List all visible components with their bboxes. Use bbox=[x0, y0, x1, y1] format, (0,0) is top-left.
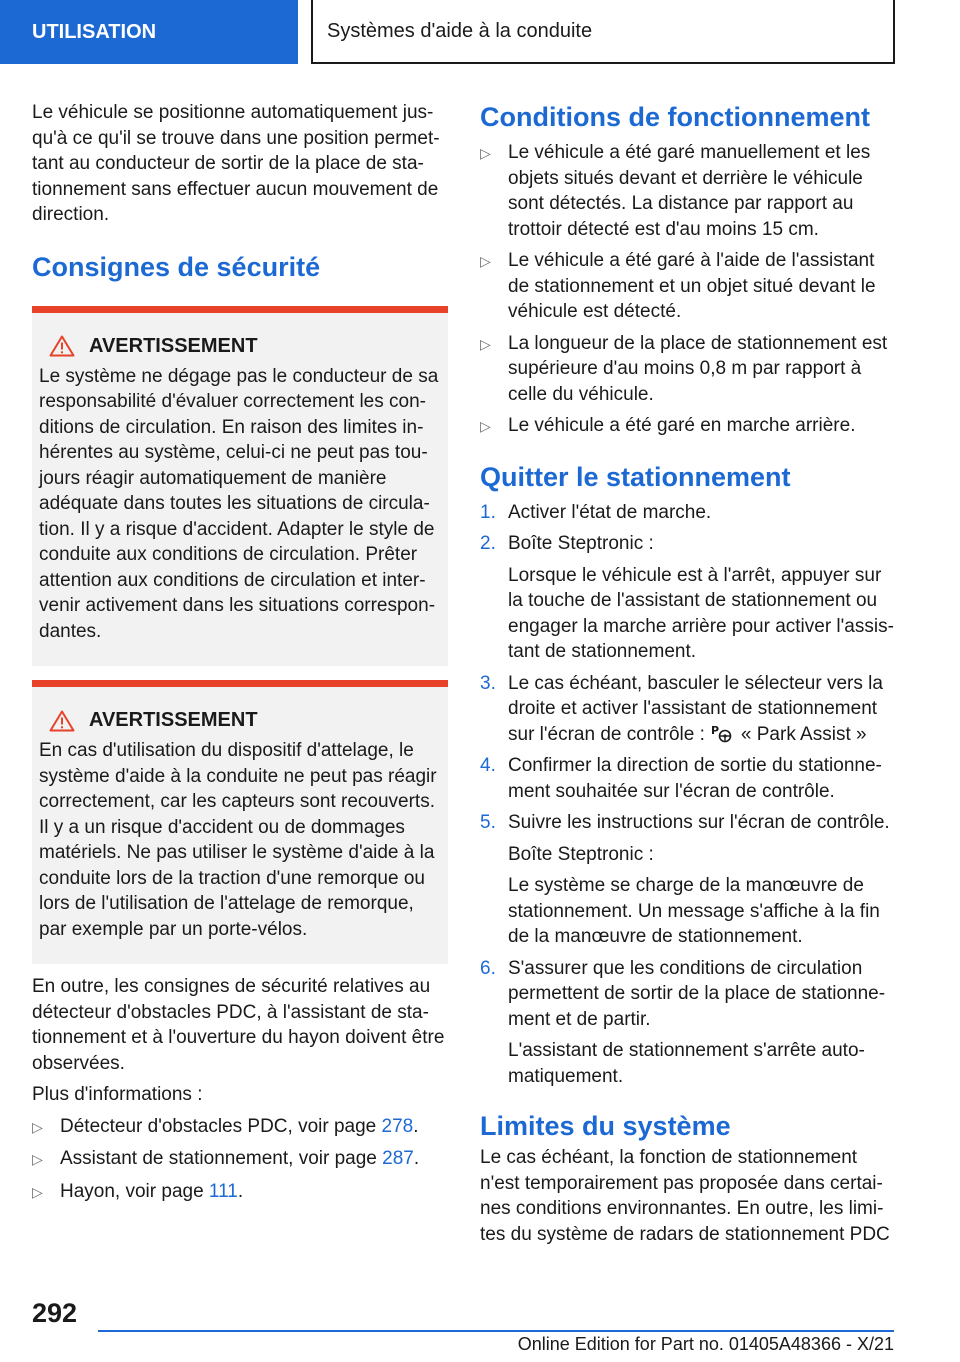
step-item bbox=[480, 956, 900, 1090]
ref-end: . bbox=[413, 1148, 420, 1169]
triangle-bullet-icon: ▷ bbox=[480, 253, 491, 269]
list-item bbox=[480, 248, 900, 325]
warning-header bbox=[39, 709, 440, 732]
intro-paragraph: Le véhicule se positionne automatiquement jus-qu'à ce qu'il se trouve dans une position permet-tant au conducteur de sortir de la place de sta-tionnement sans effectuer aucun mouvement de direction. bbox=[32, 102, 440, 225]
park-assist-label: « Park Assist » bbox=[740, 723, 867, 745]
warning-triangle-icon bbox=[49, 335, 75, 357]
conditions-heading: Conditions de fonctionnement bbox=[480, 102, 870, 132]
step-number: 1. bbox=[480, 501, 496, 523]
warning-label: AVERTISSEMENT bbox=[89, 709, 258, 731]
step-item bbox=[480, 500, 900, 526]
footer-rule bbox=[98, 1330, 894, 1332]
condition-text: Le véhicule a été garé manuellement et les objets situés devant et derrière le véhicule sont détectés. La distance par rapport au trottoir détecté est d'au moins 15 cm. bbox=[508, 142, 871, 240]
park-assist-icon bbox=[709, 723, 735, 743]
step-number: 3. bbox=[480, 672, 496, 694]
warning-box-1 bbox=[32, 306, 448, 667]
conditions-list bbox=[480, 140, 900, 440]
steps-list bbox=[480, 500, 900, 1090]
step-subtext: Boîte Steptronic : bbox=[508, 843, 654, 865]
triangle-bullet-icon: ▷ bbox=[32, 1183, 43, 1200]
list-item bbox=[480, 413, 900, 440]
page-number: 292 bbox=[32, 1298, 78, 1328]
chapter-title: Systèmes d'aide à la conduite bbox=[327, 19, 593, 42]
step-number: 5. bbox=[480, 812, 496, 833]
chapter-header bbox=[311, 0, 895, 64]
right-column bbox=[480, 100, 900, 1247]
ref-text: Hayon, voir page bbox=[60, 1180, 209, 1202]
step-subtext: Lorsque le véhicule est à l'arrêt, appuyer sur la touche de l'assistant de stationnement ou engager la marche arrière pour activer l'assis-tant de stationnement. bbox=[508, 564, 894, 662]
step-number: 6. bbox=[480, 957, 496, 979]
triangle-bullet-icon: ▷ bbox=[480, 335, 491, 352]
step-text: Boîte Steptronic : bbox=[508, 533, 654, 554]
page-link[interactable]: 287 bbox=[382, 1148, 414, 1169]
condition-text: Le véhicule a été garé à l'aide de l'assistant de stationnement et un objet situé devant le véhicule est détecté. bbox=[508, 250, 876, 322]
step-text: Activer l'état de marche. bbox=[508, 501, 712, 523]
step-text: Le cas échéant, basculer le sélecteur vers la droite et activer l'assistant de stationnement sur l'écran de contrôle : bbox=[508, 672, 883, 745]
step-number: 4. bbox=[480, 755, 496, 776]
step-subtext: L'assistant de stationnement s'arrête auto-matiquement. bbox=[508, 1040, 865, 1087]
warning-triangle-icon bbox=[49, 710, 75, 732]
triangle-bullet-icon: ▷ bbox=[32, 1151, 43, 1167]
step-number: 2. bbox=[480, 533, 496, 554]
list-item bbox=[32, 1179, 448, 1206]
additional-safety: En outre, les consignes de sécurité relatives au détecteur d'obstacles PDC, à l'assistant de sta-tionnement et à l'ouverture du hayon doivent être observées. bbox=[32, 976, 445, 1074]
triangle-bullet-icon: ▷ bbox=[480, 145, 491, 161]
reference-list bbox=[32, 1114, 448, 1206]
step-text: S'assurer que les conditions de circulation permettent de sortir de la place de stationne-ment et de partir. bbox=[508, 957, 886, 1030]
warning-header bbox=[39, 335, 440, 358]
triangle-bullet-icon: ▷ bbox=[480, 418, 491, 434]
step-item bbox=[480, 810, 900, 950]
left-column bbox=[32, 100, 448, 1205]
warning-label: AVERTISSEMENT bbox=[89, 334, 258, 357]
safety-heading: Consignes de sécurité bbox=[32, 251, 321, 282]
more-info: Plus d'informations : bbox=[32, 1084, 203, 1105]
leave-parking-heading: Quitter le stationnement bbox=[480, 461, 791, 492]
condition-text: La longueur de la place de stationnement est supérieure d'au moins 0,8 m par rapport à celle du véhicule. bbox=[508, 332, 888, 405]
svg-text:P: P bbox=[710, 723, 719, 737]
section-label: UTILISATION bbox=[32, 20, 157, 43]
list-item bbox=[480, 140, 900, 242]
limits-text: Le cas échéant, la fonction de stationnement n'est temporairement pas proposée dans certai-nes conditions environnantes. En outre, les limi-tes du système de radars de stationnement PDC bbox=[480, 1147, 890, 1245]
step-item bbox=[480, 531, 900, 665]
warning-box-2 bbox=[32, 680, 448, 964]
step-subtext: Le système se charge de la manœuvre de stationnement. Un message s'affiche à la fin de la manœuvre de stationnement. bbox=[508, 875, 880, 947]
step-text: Confirmer la direction de sortie du stationne-ment souhaitée sur l'écran de contrôle. bbox=[508, 755, 882, 802]
section-tab bbox=[0, 0, 298, 64]
triangle-bullet-icon: ▷ bbox=[32, 1118, 43, 1135]
footer-edition: Online Edition for Part no. 01405A48366 - X/21 bbox=[517, 1334, 894, 1354]
limits-heading: Limites du système bbox=[480, 1111, 731, 1141]
list-item bbox=[32, 1114, 448, 1141]
step-item bbox=[480, 753, 900, 804]
ref-end: . bbox=[237, 1180, 244, 1202]
condition-text: Le véhicule a été garé en marche arrière. bbox=[508, 415, 856, 436]
list-item bbox=[480, 331, 900, 408]
page-link[interactable]: 111 bbox=[208, 1180, 238, 1202]
ref-text: Assistant de stationnement, voir page bbox=[60, 1148, 383, 1169]
ref-end: . bbox=[413, 1115, 419, 1137]
ref-text: Détecteur d'obstacles PDC, voir page bbox=[60, 1115, 382, 1137]
step-text: Suivre les instructions sur l'écran de contrôle. bbox=[508, 812, 890, 833]
list-item bbox=[32, 1146, 448, 1173]
page-link[interactable]: 278 bbox=[381, 1115, 414, 1137]
step-item bbox=[480, 671, 900, 748]
warning-text-1: Le système ne dégage pas le conducteur de sa responsabilité d'évaluer correctement les con-ditions de circulation. En raison des limites in-hérentes au système, celui-ci ne peut pas tou-jours réagir automatiquement de manière adéquate dans toutes les situations de circula-tion. Il y a risque d'accident. Adapter le style de conduite aux conditions de circulation. Prêter attention aux conditions de circulation et inter-venir activement dans les situations correspon-dantes. bbox=[39, 365, 439, 642]
warning-text-2: En cas d'utilisation du dispositif d'attelage, le système d'aide à la conduite ne peut pas réagir correctement, car les capteurs sont recouverts. Il y a un risque d'accident ou de dommages matériels. Ne pas utiliser le système d'aide à la conduite lors de la traction d'une remorque ou lors de l'utilisation de l'attelage de remorque, par exemple par un porte-vélos. bbox=[39, 740, 437, 940]
